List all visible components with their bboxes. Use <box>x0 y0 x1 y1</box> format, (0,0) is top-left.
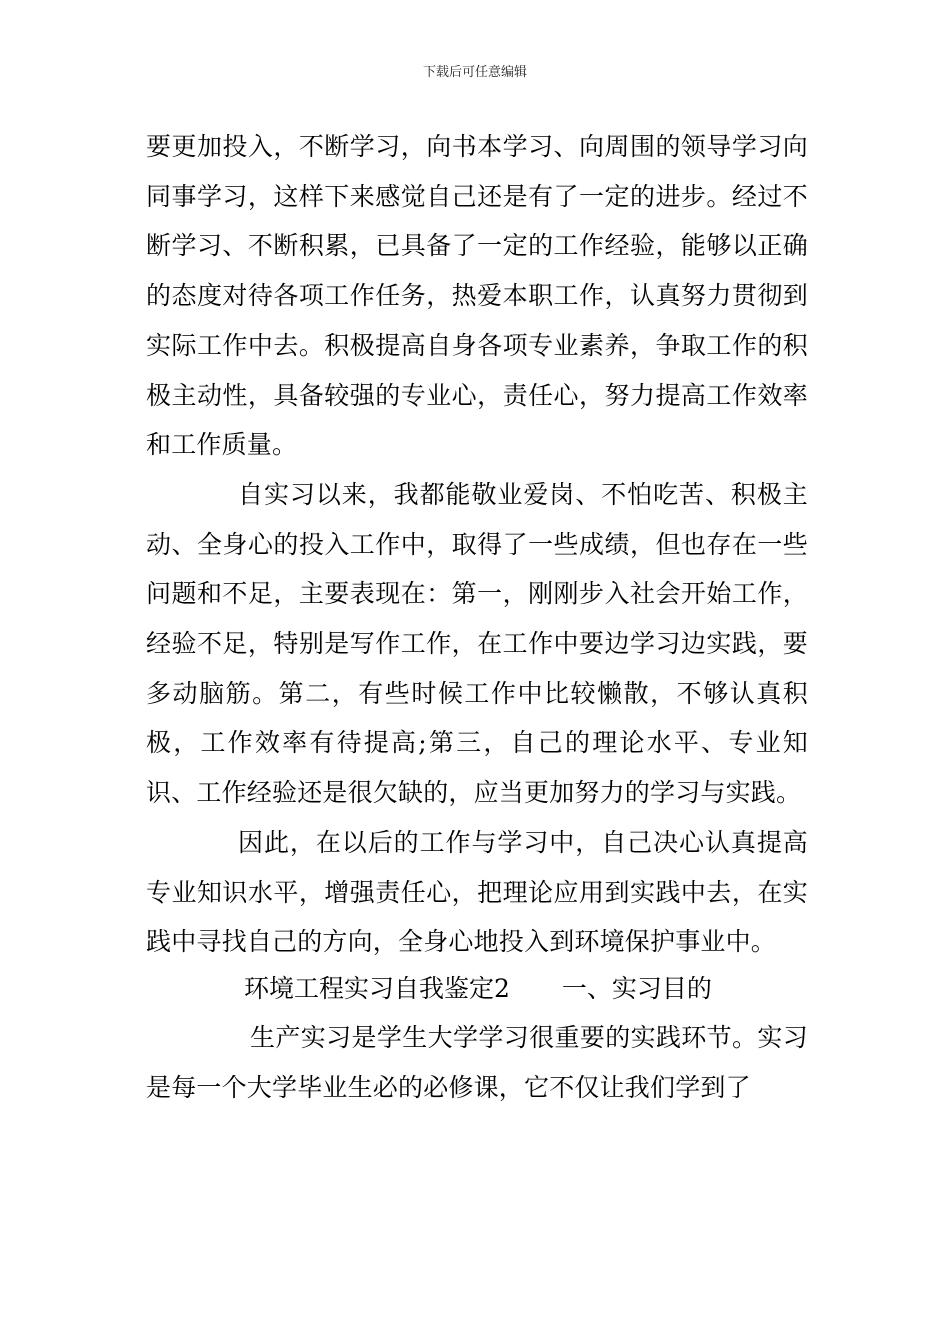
paragraph-1: 要更加投入，不断学习，向书本学习、向周围的领导学习向同事学习，这样下来感觉自己还是有了一定的进步。经过不断学习、不断积累，已具备了一定的工作经验，能够以正确的态度对待各项工作任务，热爱本职工作，认真努力贯彻到实际工作中去。积极提高自身各项专业素养，争取工作的积极主动性，具备较强的专业心，责任心，努力提高工作效率和工作质量。 <box>146 132 808 460</box>
page-header-note: 下载后可任意编辑 <box>422 65 527 80</box>
paragraph-2: 自实习以来，我都能敬业爱岗、不怕吃苦、积极主动、全身心的投入工作中，取得了一些成绩，但也存在一些问题和不足，主要表现在：第一，刚刚步入社会开始工作，经验不足，特别是写作工作，在工作中要边学习边实践，要多动脑筋。第二，有些时候工作中比较懒散，不够认真积极，工作效率有待提高;第三，自己的理论水平、专业知识、工作经验还是很欠缺的，应当更加努力的学习与实践。 <box>146 479 808 808</box>
paragraph-4: 生产实习是学生大学学习很重要的实践环节。实习是每一个大学毕业生必的必修课，它不仅让我们学到了 <box>146 1022 808 1102</box>
paragraph-3: 因此，在以后的工作与学习中，自己决心认真提高专业知识水平，增强责任心，把理论应用到实践中去，在实践中寻找自己的方向，全身心地投入到环境保护事业中。 <box>146 827 808 957</box>
section-heading <box>146 967 808 1011</box>
section-title: 环境工程实习自我鉴定2 <box>244 973 510 1003</box>
document-body <box>146 122 808 1112</box>
section-subtitle: 一、实习目的 <box>561 973 712 1003</box>
